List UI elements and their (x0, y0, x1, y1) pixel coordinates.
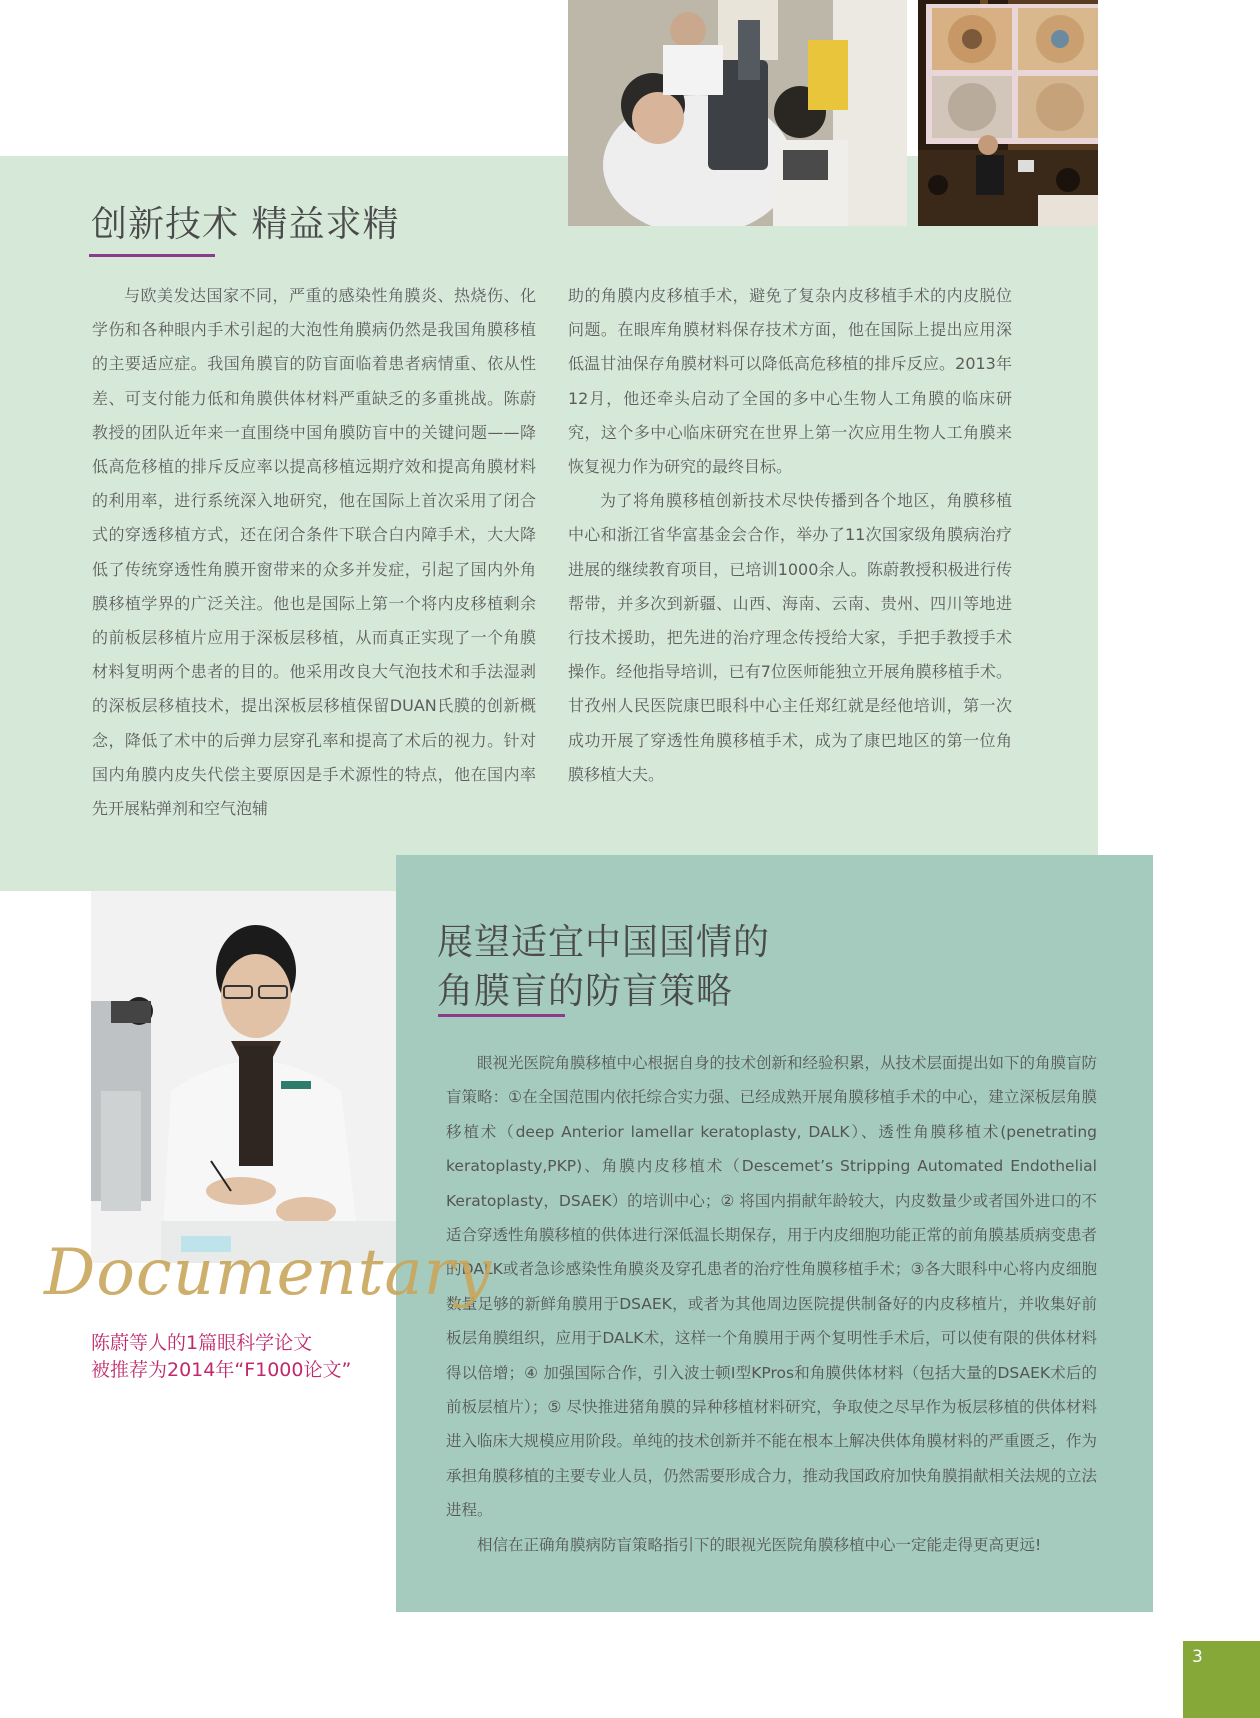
title-underline (438, 1014, 565, 1017)
strategy-text (446, 1046, 1097, 1562)
caption-line: 被推荐为2014年“F1000论文” (91, 1359, 352, 1381)
page-number: 3 (1192, 1647, 1203, 1667)
paragraph: 眼视光医院角膜移植中心根据自身的技术创新和经验积累，从技术层面提出如下的角膜盲防盲策略：①在全国范围内依托综合实力强、已经成熟开展角膜移植手术的中心，建立深板层角膜移植术（deep Anterior lamellar keratoplasty, DALK）、透性角膜移植术(penetrating keratoplasty,PKP)、角膜内皮移植术（Descemet’s Stripping Automated Endothelial Keratoplasty，DSAEK）的培训中心；② 将国内捐献年龄较大，内皮数量少或者国外进口的不适合穿透性角膜移植的供体进行深低温长期保存，用于内皮细胞功能正常的前角膜基质病变患者的DALK或者急诊感染性角膜炎及穿孔患者的治疗性角膜移植手术；③各大眼科中心将内皮细胞数量足够的新鲜角膜用于DSAEK，或者为其他周边医院提供制备好的内皮移植片，并收集好前板层角膜组织，应用于DALK术，这样一个角膜用于两个复明性手术后，可以使有限的供体材料得以倍增；④ 加强国际合作，引入波士顿Ⅰ型KPros和角膜供体材料（包括大量的DSAEK术后的前板层植片）；⑤ 尽快推进猪角膜的异种移植材料研究，争取使之尽早作为板层移植的供体材料进入临床大规模应用阶段。单纯的技术创新并不能在根本上解决供体角膜材料的严重匮乏，作为承担角膜移植的主要专业人员，仍然需要形成合力，推动我国政府加快角膜捐献相关法规的立法进程。 (446, 1054, 1098, 1520)
paragraph: 为了将角膜移植创新技术尽快传播到各个地区，角膜移植中心和浙江省华富基金会合作，举办了11次国家级角膜病治疗进展的继续教育项目，已培训1000余人。陈蔚教授积极进行传帮带，并多次到新疆、山西、海南、云南、贵州、四川等地进行技术援助，把先进的治疗理念传授给大家，手把手教授手术操作。经他指导培训，已有7位医师能独立开展角膜移植手术。甘孜州人民医院康巴眼科中心主任郑红就是经他培训，第一次成功开展了穿透性角膜移植手术，成为了康巴地区的第一位角膜移植大夫。 (568, 491, 1012, 784)
section-title-strategy (437, 918, 770, 1016)
article-column-left (92, 279, 536, 826)
section-title-line: 角膜盲的防盲策略 (437, 971, 734, 1012)
section-title-innovation: 创新技术 精益求精 (91, 204, 400, 245)
article-column-right (568, 279, 1012, 792)
caption-line: 陈蔚等人的1篇眼科学论文 (91, 1332, 313, 1354)
paragraph: 与欧美发达国家不同，严重的感染性角膜炎、热烧伤、化学伤和各种眼内手术引起的大泡性角膜病仍然是我国角膜移植的主要适应症。我国角膜盲的防盲面临着患者病情重、依从性差、可支付能力低和角膜供体材料严重缺乏的多重挑战。陈蔚教授的团队近年来一直围绕中国角膜防盲中的关键问题——降低高危移植的排斥反应率以提高移植远期疗效和提高角膜材料的利用率，进行系统深入地研究，他在国际上首次采用了闭合式的穿透移植方式，还在闭合条件下联合白内障手术，大大降低了传统穿透性角膜开窗带来的众多并发症，引起了国内外角膜移植学界的广泛关注。他也是国际上第一个将内皮移植剩余的前板层移植片应用于深板层移植，从而真正实现了一个角膜材料复明两个患者的目的。他采用改良大气泡技术和手法湿剥的深板层移植技术，提出深板层移植保留DUAN氏膜的创新概念，降低了术中的后弹力层穿孔率和提高了术后的视力。针对国内角膜内皮失代偿主要原因是手术源性的特点，他在国内率先开展粘弹剂和空气泡辅 (92, 286, 536, 819)
documentary-script-title: Documentary (44, 1236, 493, 1310)
photo-conference (918, 0, 1098, 226)
photo-doctor-portrait (91, 891, 396, 1263)
photo-eye-exam (568, 0, 907, 226)
paragraph: 助的角膜内皮移植手术，避免了复杂内皮移植手术的内皮脱位问题。在眼库角膜材料保存技术方面，他在国际上提出应用深低温甘油保存角膜材料可以降低高危移植的排斥反应。2013年12月，他还牵头启动了全国的多中心生物人工角膜的临床研究，这个多中心临床研究在世界上第一次应用生物人工角膜来恢复视力作为研究的最终目标。 (568, 286, 1012, 477)
photo-caption (91, 1330, 351, 1384)
title-underline (89, 254, 215, 257)
section-title-line: 展望适宜中国国情的 (437, 922, 771, 963)
paragraph: 相信在正确角膜病防盲策略指引下的眼视光医院角膜移植中心一定能走得更高更远! (477, 1535, 1042, 1554)
